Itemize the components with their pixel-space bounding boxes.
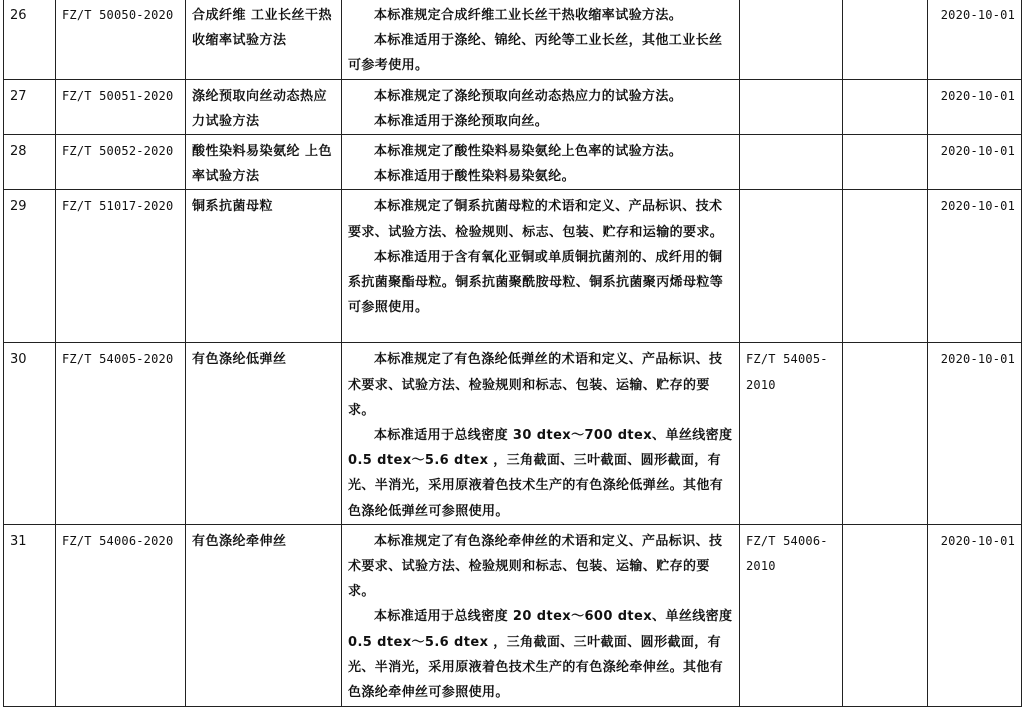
replaced-standard [740, 0, 843, 79]
scope-paragraph: 本标准规定了酸性染料易染氨纶上色率的试验方法。 [374, 144, 683, 160]
effective-date: 2020-10-01 [928, 79, 1022, 134]
scope-paragraph: 本标准适用于总线密度 30 dtex～700 dtex、单丝线密度 0.5 dtex～5.6 dtex ，三角截面、三叶截面、圆形截面，有光、半消光，采用原液着色技术生产的有色涤纶低弹丝。其他有色涤纶低弹丝可参照使用。 [348, 428, 733, 519]
standard-code: FZ/T 50051-2020 [56, 79, 186, 134]
standard-name: 铜系抗菌母粒 [186, 190, 342, 343]
row-number: 26 [4, 0, 56, 79]
scope-paragraph: 本标准适用于总线密度 20 dtex～600 dtex、单丝线密度 0.5 dtex～5.6 dtex ，三角截面、三叶截面、圆形截面，有光、半消光，采用原液着色技术生产的有色涤纶牵伸丝。其他有色涤纶牵伸丝可参照使用。 [348, 609, 733, 701]
standard-code: FZ/T 50050-2020 [56, 0, 186, 79]
effective-date: 2020-10-01 [928, 135, 1022, 190]
table-row [4, 135, 1022, 190]
row-number: 29 [4, 190, 56, 343]
table-row [4, 0, 1022, 79]
standard-scope [342, 524, 740, 706]
adopted-standard [843, 524, 928, 706]
row-number: 30 [4, 343, 56, 524]
row-number: 28 [4, 135, 56, 190]
standard-scope [342, 79, 740, 134]
table-row [4, 524, 1022, 706]
effective-date: 2020-10-01 [928, 524, 1022, 706]
adopted-standard [843, 79, 928, 134]
replaced-standard: FZ/T 54005-2010 [740, 343, 843, 524]
standard-name: 合成纤维 工业长丝干热收缩率试验方法 [186, 0, 342, 79]
effective-date: 2020-10-01 [928, 343, 1022, 524]
scope-paragraph: 本标准规定了涤纶预取向丝动态热应力的试验方法。 [374, 88, 683, 104]
standard-scope [342, 190, 740, 343]
adopted-standard [843, 0, 928, 79]
row-number: 27 [4, 79, 56, 134]
replaced-standard [740, 135, 843, 190]
effective-date: 2020-10-01 [928, 190, 1022, 343]
adopted-standard [843, 343, 928, 524]
standard-code: FZ/T 54005-2020 [56, 343, 186, 524]
scope-paragraph: 本标准适用于酸性染料易染氨纶。 [374, 169, 576, 185]
table-row [4, 190, 1022, 343]
scope-paragraph: 本标准规定合成纤维工业长丝干热收缩率试验方法。 [374, 8, 683, 23]
standard-code: FZ/T 54006-2020 [56, 524, 186, 706]
replaced-standard [740, 79, 843, 134]
scope-paragraph: 本标准规定了铜系抗菌母粒的术语和定义、产品标识、技术要求、试验方法、检验规则、标志、包装、贮存和运输的要求。 [348, 199, 724, 240]
adopted-standard [843, 190, 928, 343]
replaced-standard [740, 190, 843, 343]
scope-paragraph: 本标准适用于含有氧化亚铜或单质铜抗菌剂的、成纤用的铜系抗菌聚酯母粒。铜系抗菌聚酰胺母粒、铜系抗菌聚丙烯母粒等可参照使用。 [348, 249, 724, 316]
standard-name: 酸性染料易染氨纶 上色率试验方法 [186, 135, 342, 190]
standard-code: FZ/T 50052-2020 [56, 135, 186, 190]
standard-scope [342, 0, 740, 79]
standards-table [3, 0, 1022, 707]
standard-name: 有色涤纶牵伸丝 [186, 524, 342, 706]
adopted-standard [843, 135, 928, 190]
scope-paragraph: 本标准规定了有色涤纶低弹丝的术语和定义、产品标识、技术要求、试验方法、检验规则和标志、包装、运输、贮存的要求。 [348, 352, 723, 418]
table-row [4, 343, 1022, 524]
effective-date: 2020-10-01 [928, 0, 1022, 79]
row-number: 31 [4, 524, 56, 706]
standard-scope [342, 343, 740, 524]
scope-paragraph: 本标准适用于涤纶、锦纶、丙纶等工业长丝，其他工业长丝可参考使用。 [348, 33, 723, 74]
standard-scope [342, 135, 740, 190]
standard-name: 涤纶预取向丝动态热应力试验方法 [186, 79, 342, 134]
standard-name: 有色涤纶低弹丝 [186, 343, 342, 524]
replaced-standard: FZ/T 54006-2010 [740, 524, 843, 706]
scope-paragraph: 本标准规定了有色涤纶牵伸丝的术语和定义、产品标识、技术要求、试验方法、检验规则和标志、包装、运输、贮存的要求。 [348, 533, 723, 600]
table-row [4, 79, 1022, 134]
standard-code: FZ/T 51017-2020 [56, 190, 186, 343]
scope-paragraph: 本标准适用于涤纶预取向丝。 [374, 113, 549, 129]
